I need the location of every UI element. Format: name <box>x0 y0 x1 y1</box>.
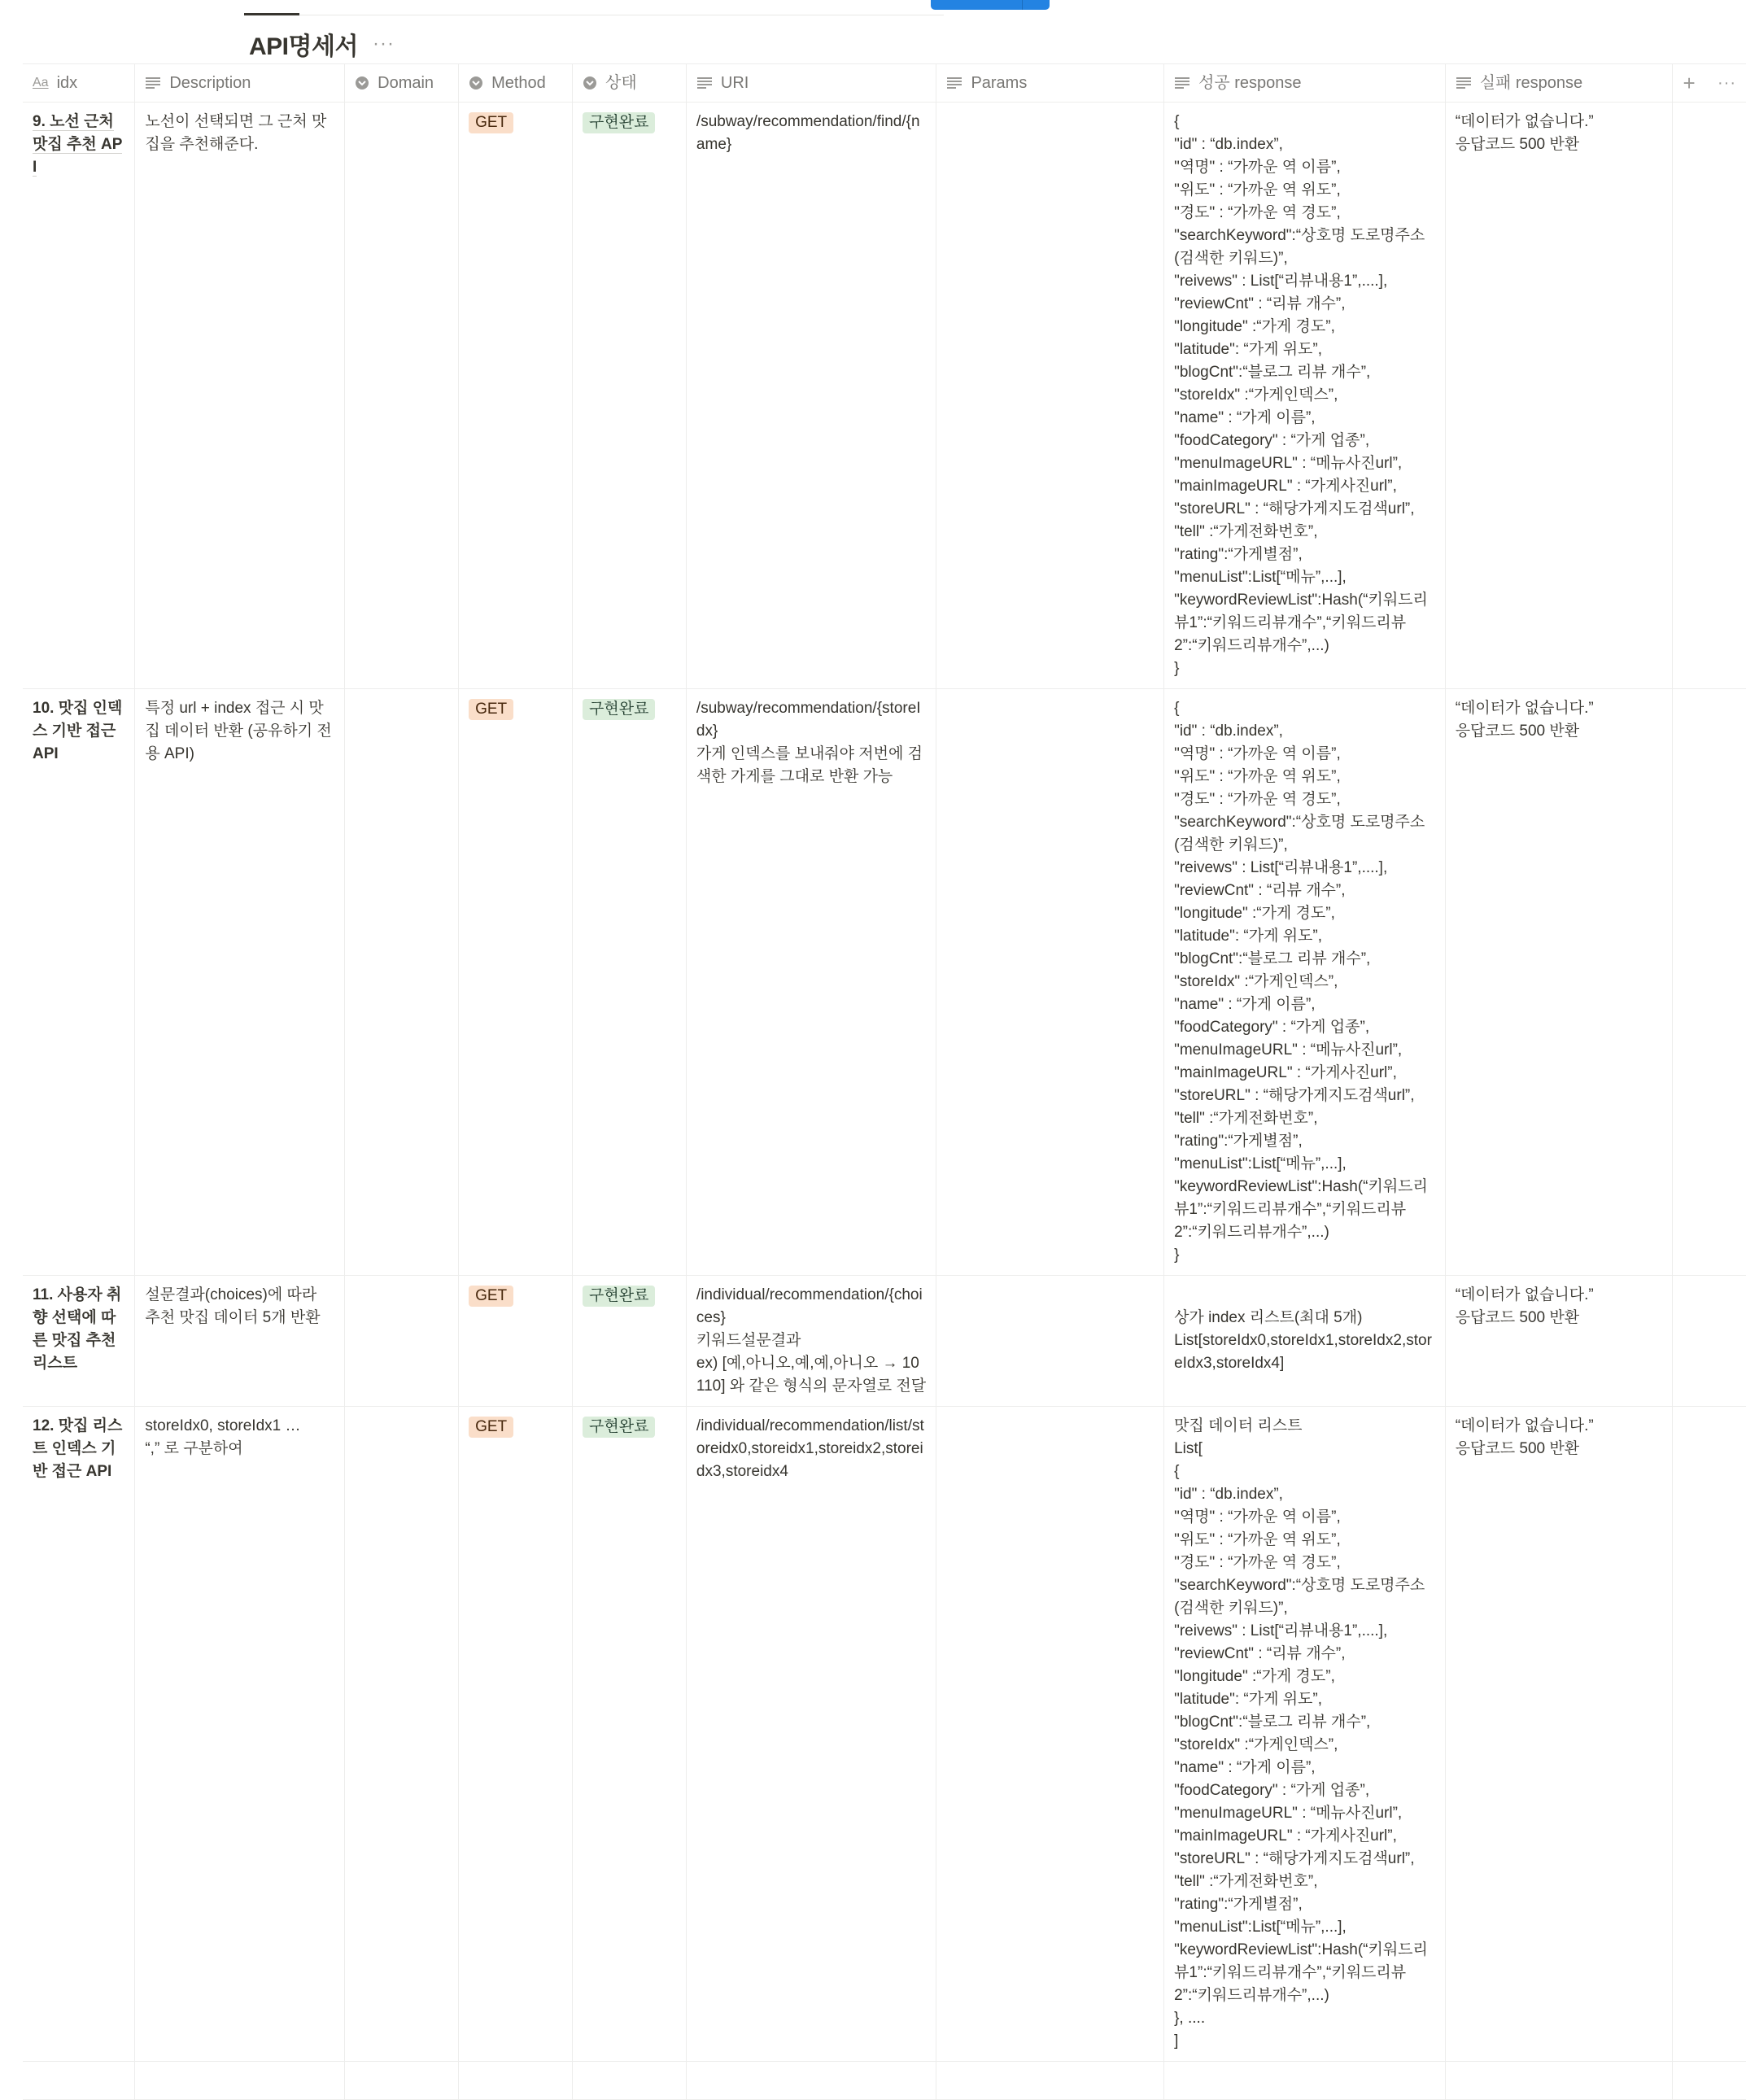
text-property-icon <box>1174 76 1190 90</box>
column-header-description[interactable]: Description <box>135 64 345 103</box>
cell-empty <box>1673 103 1746 689</box>
text-property-icon <box>946 76 962 90</box>
row-title-link[interactable]: 9. 노선 근처 맛집 추천 API <box>33 113 123 176</box>
row-title[interactable]: 11. 사용자 취향 선택에 따른 맛집 추천 리스트 <box>33 1286 122 1372</box>
cell-empty <box>1673 689 1746 1276</box>
select-property-icon <box>583 76 597 90</box>
row-title[interactable]: 10. 맛집 인덱스 기반 접근 API <box>33 700 123 762</box>
cell-empty[interactable] <box>23 2062 135 2100</box>
cell-empty[interactable] <box>686 2062 936 2100</box>
add-property-icon[interactable]: + <box>1683 71 1696 95</box>
cell-empty[interactable] <box>936 2062 1164 2100</box>
cell-fail-response[interactable]: “데이터가 없습니다.” 응답코드 500 반환 <box>1445 103 1673 689</box>
select-property-icon <box>469 76 483 90</box>
cell-params[interactable] <box>936 1407 1164 2062</box>
cell-idx[interactable] <box>23 689 135 1276</box>
status-tag: 구현완료 <box>583 1417 655 1438</box>
cell-domain[interactable] <box>345 1276 459 1407</box>
cell-status[interactable] <box>573 689 687 1276</box>
cell-uri[interactable]: /individual/recommendation/list/storeidx0,storeidx1,storeidx2,storeidx3,storeidx4 <box>686 1407 936 2062</box>
row-title[interactable]: 12. 맛집 리스트 인덱스 기반 접근 API <box>33 1417 123 1480</box>
text-property-icon <box>145 76 161 90</box>
status-tag: 구현완료 <box>583 1286 655 1307</box>
cell-uri[interactable]: /individual/recommendation/{choices} 키워드설문결과 ex) [예,아니오,예,예,아니오 → 10110] 와 같은 형식의 문자열로 전달 <box>686 1276 936 1407</box>
more-options-icon[interactable]: ··· <box>1718 74 1736 92</box>
cell-fail-response[interactable]: “데이터가 없습니다.” 응답코드 500 반환 <box>1445 1407 1673 2062</box>
column-header-params[interactable]: Params <box>936 64 1164 103</box>
method-tag: GET <box>469 112 513 133</box>
status-tag: 구현완료 <box>583 112 655 133</box>
cell-domain[interactable] <box>345 689 459 1276</box>
cell-success-response[interactable]: 상가 index 리스트(최대 5개) List[storeIdx0,storeIdx1,storeIdx2,storeIdx3,storeIdx4] <box>1164 1276 1446 1407</box>
cell-empty[interactable] <box>1445 2062 1673 2100</box>
method-tag: GET <box>469 1286 513 1307</box>
cell-method[interactable] <box>459 1276 573 1407</box>
column-header-domain[interactable]: Domain <box>345 64 459 103</box>
cell-status[interactable] <box>573 103 687 689</box>
cell-params[interactable] <box>936 1276 1164 1407</box>
method-tag: GET <box>469 699 513 720</box>
cell-description[interactable]: 특정 url + index 접근 시 맛집 데이터 반환 (공유하기 전용 API) <box>135 689 345 1276</box>
column-header-actions <box>1673 64 1746 103</box>
page-title: API명세서 <box>249 33 358 60</box>
table-row[interactable] <box>23 1276 1746 1407</box>
cell-uri[interactable]: /subway/recommendation/find/{name} <box>686 103 936 689</box>
cell-params[interactable] <box>936 689 1164 1276</box>
cell-idx[interactable] <box>23 1276 135 1407</box>
column-header-success-response[interactable]: 성공 response <box>1164 64 1446 103</box>
cell-description[interactable]: 설문결과(choices)에 따라 추천 맛집 데이터 5개 반환 <box>135 1276 345 1407</box>
database-title-row <box>249 26 395 62</box>
api-spec-table <box>23 63 1746 2100</box>
cell-empty <box>1673 1407 1746 2062</box>
column-header-status[interactable]: 상태 <box>573 64 687 103</box>
column-header-uri[interactable]: URI <box>686 64 936 103</box>
new-button[interactable] <box>931 0 1050 10</box>
text-property-icon <box>1456 76 1472 90</box>
cell-domain[interactable] <box>345 103 459 689</box>
select-property-icon <box>355 76 369 90</box>
cell-method[interactable] <box>459 103 573 689</box>
cell-empty[interactable] <box>1164 2062 1446 2100</box>
cell-method[interactable] <box>459 1407 573 2062</box>
cell-empty[interactable] <box>573 2062 687 2100</box>
table-row[interactable] <box>23 1407 1746 2062</box>
cell-fail-response[interactable]: “데이터가 없습니다.” 응답코드 500 반환 <box>1445 689 1673 1276</box>
column-header-method[interactable]: Method <box>459 64 573 103</box>
table-row-partial[interactable] <box>23 2062 1746 2100</box>
table-row[interactable] <box>23 689 1746 1276</box>
table-row[interactable] <box>23 103 1746 689</box>
cell-idx[interactable] <box>23 103 135 689</box>
title-property-icon: Aa <box>33 76 49 90</box>
status-tag: 구현완료 <box>583 699 655 720</box>
text-property-icon <box>696 76 713 90</box>
title-more-options-icon[interactable]: ··· <box>372 33 395 55</box>
cell-description[interactable]: 노선이 선택되면 그 근처 맛집을 추천해준다. <box>135 103 345 689</box>
cell-empty[interactable] <box>135 2062 345 2100</box>
cell-empty <box>1673 2062 1746 2100</box>
cell-domain[interactable] <box>345 1407 459 2062</box>
cell-uri[interactable]: /subway/recommendation/{storeIdx} 가게 인덱스를 보내줘야 저번에 검색한 가게를 그대로 반환 가능 <box>686 689 936 1276</box>
cell-empty[interactable] <box>345 2062 459 2100</box>
cell-status[interactable] <box>573 1407 687 2062</box>
table-header-row <box>23 64 1746 103</box>
cell-success-response[interactable]: 맛집 데이터 리스트 List[ { "id" : “db.index”, "역명" : “가까운 역 이름”, "위도" : “가까운 역 위도”, "경도" : “가까운 역 경도”, "searchKeyword":“상호명 도로명주소(검색한 키워드)”, "reivews" : List[“리뷰내용1”,....], "reviewCnt" : “리뷰 개수”, "longitude" :“가게 경도”, "latitude": “가게 위도”, "blogCnt":“블로그 리뷰 개수”, "storeIdx" :“가게인덱스”, "name" : “가게 이름”, "foodCategory" : “가게 업종”, "menuImageURL" : “메뉴사진url”, "mainImageURL" : “가게사진url”, "storeURL" : “해당가게지도검색url”, "tell" :“가게전화번호”, "rating":“가게별점”, "menuList":List[“메뉴”,...], "keywordReviewList":Hash(“키워드리뷰1”:“키워드리뷰개수”,“키워드리뷰2”:“키워드리뷰개수”,...) }, .... ] <box>1164 1407 1446 2062</box>
cell-fail-response[interactable]: “데이터가 없습니다.” 응답코드 500 반환 <box>1445 1276 1673 1407</box>
cell-empty[interactable] <box>459 2062 573 2100</box>
column-header-fail-response[interactable]: 실패 response <box>1445 64 1673 103</box>
cell-empty <box>1673 1276 1746 1407</box>
cell-method[interactable] <box>459 689 573 1276</box>
cell-status[interactable] <box>573 1276 687 1407</box>
cell-params[interactable] <box>936 103 1164 689</box>
new-button-dropdown[interactable] <box>1022 0 1023 10</box>
top-toolbar <box>0 0 1746 18</box>
cell-description[interactable]: storeIdx0, storeIdx1 … “,” 로 구분하여 <box>135 1407 345 2062</box>
cell-success-response[interactable]: { "id" : “db.index”, "역명" : “가까운 역 이름”, "위도" : “가까운 역 위도”, "경도" : “가까운 역 경도”, "searchKeyword":“상호명 도로명주소(검색한 키워드)”, "reivews" : List[“리뷰내용1”,....], "reviewCnt" : “리뷰 개수”, "longitude" :“가게 경도”, "latitude": “가게 위도”, "blogCnt":“블로그 리뷰 개수”, "storeIdx" :“가게인덱스”, "name" : “가게 이름”, "foodCategory" : “가게 업종”, "menuImageURL" : “메뉴사진url”, "mainImageURL" : “가게사진url”, "storeURL" : “해당가게지도검색url”, "tell" :“가게전화번호”, "rating":“가게별점”, "menuList":List[“메뉴”,...], "keywordReviewList":Hash(“키워드리뷰1”:“키워드리뷰개수”,“키워드리뷰2”:“키워드리뷰개수”,...) } <box>1164 689 1446 1276</box>
column-header-idx[interactable]: Aa idx <box>23 64 135 103</box>
active-view-tab-indicator[interactable] <box>244 13 299 15</box>
cell-success-response[interactable]: { "id" : “db.index”, "역명" : “가까운 역 이름”, "위도" : “가까운 역 위도”, "경도" : “가까운 역 경도”, "searchKeyword":“상호명 도로명주소(검색한 키워드)”, "reivews" : List[“리뷰내용1”,....], "reviewCnt" : “리뷰 개수”, "longitude" :“가게 경도”, "latitude": “가게 위도”, "blogCnt":“블로그 리뷰 개수”, "storeIdx" :“가게인덱스”, "name" : “가게 이름”, "foodCategory" : “가게 업종”, "menuImageURL" : “메뉴사진url”, "mainImageURL" : “가게사진url”, "storeURL" : “해당가게지도검색url”, "tell" :“가게전화번호”, "rating":“가게별점”, "menuList":List[“메뉴”,...], "keywordReviewList":Hash(“키워드리뷰1”:“키워드리뷰개수”,“키워드리뷰2”:“키워드리뷰개수”,...) } <box>1164 103 1446 689</box>
cell-idx[interactable] <box>23 1407 135 2062</box>
method-tag: GET <box>469 1417 513 1438</box>
